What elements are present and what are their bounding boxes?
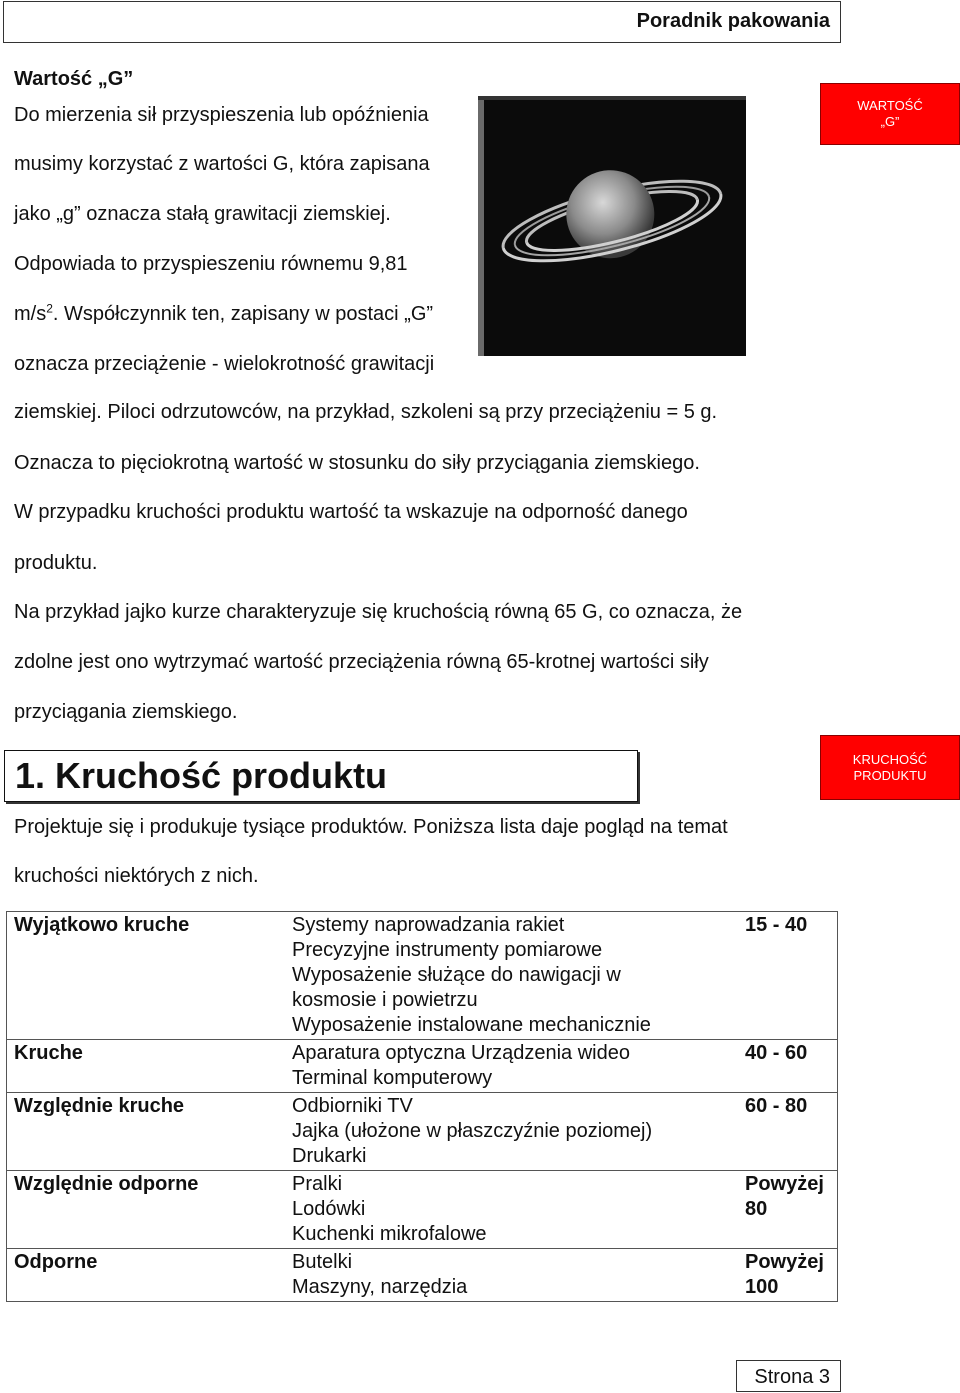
- items-cell: [285, 1171, 731, 1249]
- table-row: [7, 912, 838, 1040]
- g-range-text: 80: [745, 1198, 768, 1220]
- category-cell: Względnie odporne: [14, 1173, 199, 1195]
- paragraph-line: zdolne jest ono wytrzymać wartość przeciążenia równą 65-krotnej wartości siły: [14, 651, 709, 673]
- saturn-image: [478, 96, 746, 356]
- side-tag-label: WARTOŚĆ: [857, 98, 923, 113]
- intro-line: kruchości niektórych z nich.: [14, 865, 259, 887]
- category-cell: Odporne: [14, 1251, 98, 1273]
- category-cell: Kruche: [14, 1042, 83, 1064]
- section-heading-g: Wartość „G”: [14, 68, 134, 90]
- item-text: Kuchenki mikrofalowe: [292, 1223, 487, 1245]
- paragraph-line: przyciągania ziemskiego.: [14, 701, 238, 723]
- paragraph-line: produktu.: [14, 552, 98, 574]
- paragraph-text: . Współczynnik ten, zapisany w postaci „G”: [52, 303, 434, 325]
- category-cell: Względnie kruche: [14, 1095, 185, 1117]
- table-row: [7, 1171, 838, 1249]
- g-range-text: 60 - 80: [745, 1095, 808, 1117]
- item-text: Aparatura optyczna Urządzenia wideo: [292, 1042, 630, 1064]
- side-tag-label: PRODUKTU: [853, 767, 927, 783]
- g-range-text: 100: [745, 1276, 779, 1298]
- side-tag-label: „G”: [880, 114, 900, 129]
- g-range-cell: [731, 912, 838, 1040]
- item-text: Butelki: [292, 1251, 353, 1273]
- item-text: Wyposażenie służące do nawigacji w: [292, 964, 621, 986]
- category-cell: Wyjątkowo kruche: [14, 914, 190, 936]
- paragraph-line: Odpowiada to przyspieszeniu równemu 9,81: [14, 253, 408, 275]
- intro-line: Projektuje się i produkuje tysiące produktów. Poniższa lista daje pogląd na temat: [14, 816, 728, 838]
- unit-exponent: 2: [46, 301, 53, 316]
- fragility-table: [6, 911, 838, 1302]
- table-row: [7, 1040, 838, 1093]
- table-row: [7, 1093, 838, 1171]
- g-range-cell: [731, 1093, 838, 1171]
- item-text: Odbiorniki TV: [292, 1095, 413, 1117]
- paragraph-line: Na przykład jajko kurze charakteryzuje się kruchością równą 65 G, co oznacza, że: [14, 601, 743, 623]
- footer-box: [736, 1360, 841, 1392]
- paragraph-line: W przypadku kruchości produktu wartość ta wskazuje na odporność danego: [14, 501, 688, 523]
- g-range-cell: [731, 1249, 838, 1302]
- paragraph-line: [14, 302, 433, 326]
- table-row: [7, 1249, 838, 1302]
- page-number: Strona 3: [754, 1366, 830, 1388]
- paragraph-line: oznacza przeciążenie - wielokrotność grawitacji: [14, 353, 435, 375]
- items-cell: [285, 1040, 731, 1093]
- items-cell: [285, 1093, 731, 1171]
- item-text: Jajka (ułożone w płaszczyźnie poziomej): [292, 1120, 653, 1142]
- item-text: Terminal komputerowy: [292, 1067, 493, 1089]
- g-range-text: Powyżej: [745, 1251, 824, 1273]
- side-tag-g-value: [820, 83, 960, 145]
- item-text: Precyzyjne instrumenty pomiarowe: [292, 939, 603, 961]
- item-text: Lodówki: [292, 1198, 366, 1220]
- section-title-box: [4, 750, 638, 802]
- item-text: Wyposażenie instalowane mechanicznie: [292, 1014, 651, 1036]
- g-range-text: 15 - 40: [745, 914, 808, 936]
- paragraph-line: musimy korzystać z wartości G, która zapisana: [14, 153, 430, 175]
- item-text: Drukarki: [292, 1145, 367, 1167]
- header-box: [3, 1, 841, 43]
- side-tag-fragility: [820, 735, 960, 800]
- g-range-text: Powyżej: [745, 1173, 824, 1195]
- items-cell: [285, 1249, 731, 1302]
- paragraph-line: ziemskiej. Piloci odrzutowców, na przykład, szkoleni są przy przeciążeniu = 5 g.: [14, 401, 718, 423]
- items-cell: [285, 912, 731, 1040]
- paragraph-line: jako „g” oznacza stałą grawitacji ziemskiej.: [14, 203, 391, 225]
- g-range-cell: [731, 1040, 838, 1093]
- paragraph-line: Oznacza to pięciokrotną wartość w stosunku do siły przyciągania ziemskiego.: [14, 452, 700, 474]
- g-range-cell: [731, 1171, 838, 1249]
- paragraph-line: Do mierzenia sił przyspieszenia lub opóźnienia: [14, 104, 429, 126]
- document-title: Poradnik pakowania: [636, 10, 830, 32]
- item-text: Maszyny, narzędzia: [292, 1276, 468, 1298]
- section-title: 1. Kruchość produktu: [15, 755, 388, 796]
- item-text: Pralki: [292, 1173, 343, 1195]
- item-text: kosmosie i powietrzu: [292, 989, 478, 1011]
- g-range-text: 40 - 60: [745, 1042, 808, 1064]
- unit-text: m/s: [14, 303, 47, 325]
- item-text: Systemy naprowadzania rakiet: [292, 914, 565, 936]
- side-tag-label: KRUCHOŚĆ: [852, 751, 928, 767]
